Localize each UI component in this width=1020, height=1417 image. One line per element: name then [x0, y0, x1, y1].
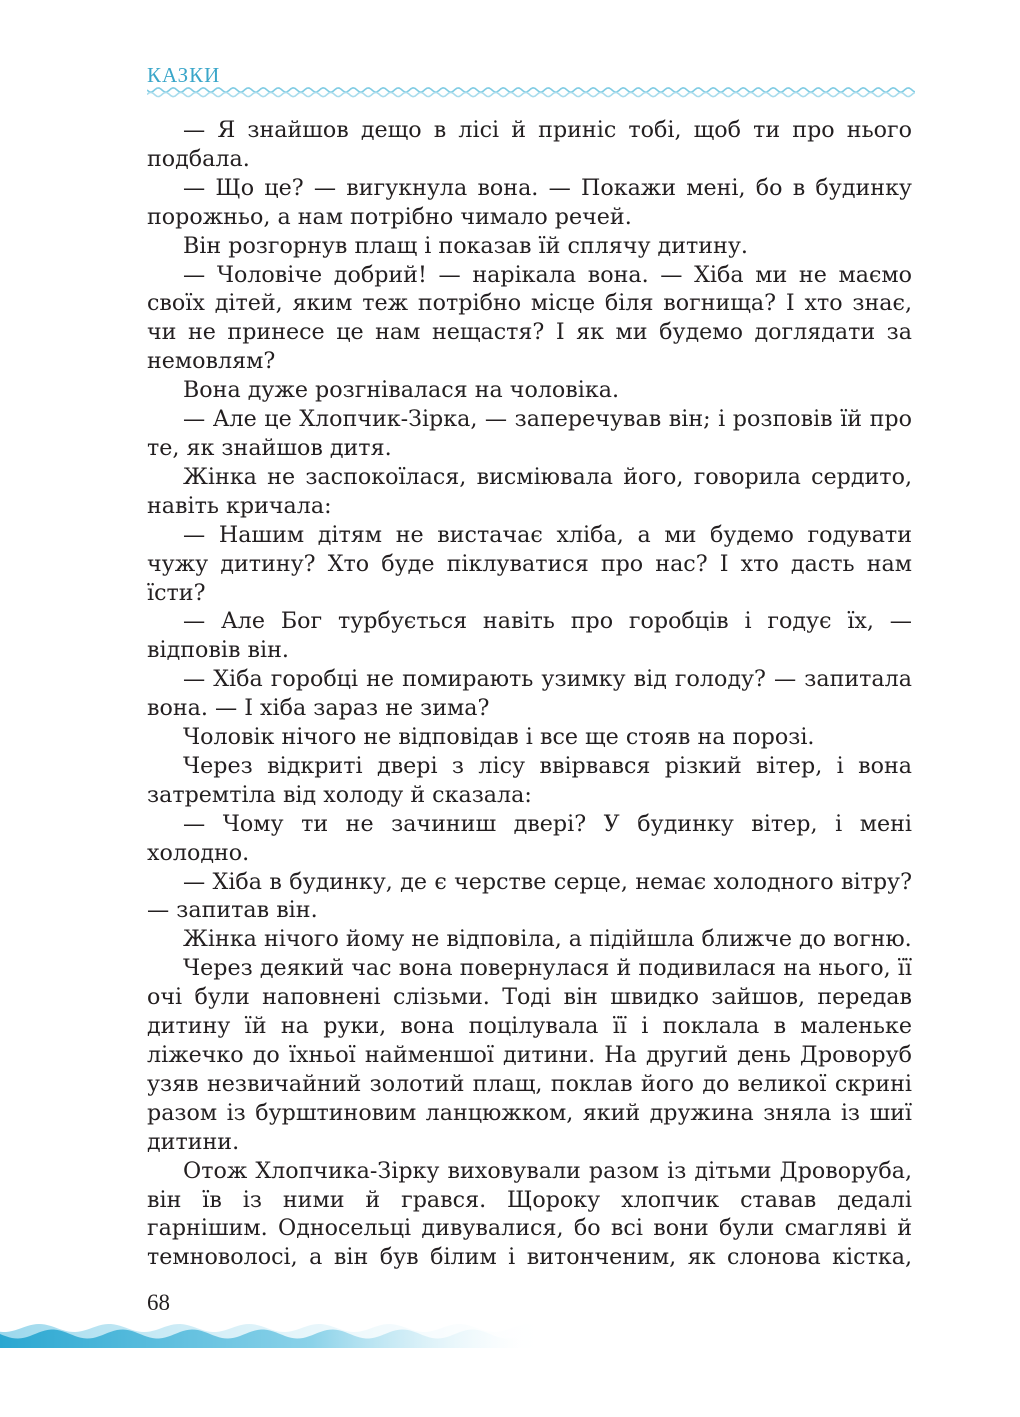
paragraph: Через відкриті двері з лісу ввірвався різкий вітер, і вона затремтіла від холоду й сказала: — [147, 752, 912, 808]
paragraph: — Але це Хлопчик-Зірка, — заперечував він; і розповів їй про те, як знайшов дитя. — [147, 406, 912, 461]
paragraph: — Що це? — вигукнула вона. — Покажи мені, бо в будинку порожньо, а нам потрібно чимало речей. — [147, 174, 912, 230]
paragraph: Жінка не заспокоїлася, висміювала його, говорила сердито, навіть кричала: — [147, 463, 912, 519]
paragraph: — Нашим дітям не вистачає хліба, а ми будемо годувати чужу дитину? Хто буде піклуватися про нас? І хто дасть нам їсти? — [147, 521, 912, 606]
paragraph: Отож Хлопчика-Зірку виховували разом із дітьми Дроворуба, він їв із ними й грався. Щороку хлопчик ставав дедалі гарнішим. Односельці дивувалися, бо всі вони були смагляві й темноволосі, а він був білим і витонченим, як слонова кістка, — [147, 1157, 912, 1271]
footer-wave-decoration — [0, 1318, 540, 1348]
story-text — [147, 116, 912, 1272]
paragraph: — Чоловіче добрий! — нарікала вона. — Хіба ми не маємо своїх дітей, яким теж потрібно місце біля вогнища? І хто знає, чи не принесе це нам нещастя? І як ми будемо доглядати за немовлям? — [147, 261, 912, 375]
paragraph: — Хіба в будинку, де є черстве серце, немає холодного вітру? — запитав він. — [147, 868, 912, 924]
paragraph: Через деякий час вона повернулася й подивилася на нього, її очі були наповнені слізьми. Тоді він швидко зайшов, передав дитину їй на руки, вона поцілувала її і поклала в маленьке ліжечко до їхньої найменшої дитини. На другий день Дроворуб узяв незвичайний золотий плащ, поклав його до великої скрині разом із бурштиновим ланцюжком, який дружина зняла із шиї дитини. — [147, 955, 912, 1155]
page-number: 68 — [147, 1290, 170, 1315]
paragraph: — Хіба горобці не помирають узимку від голоду? — запитала вона. — І хіба зараз не зима? — [147, 666, 912, 722]
paragraph: — Чому ти не зачиниш двері? У будинку вітер, і мені холодно. — [147, 810, 912, 866]
paragraph: — Я знайшов дещо в лісі й приніс тобі, щоб ти про нього подбала. — [147, 117, 912, 172]
paragraph: Чоловік нічого не відповідав і все ще стояв на порозі. — [183, 724, 815, 751]
paragraph: — Але Бог турбується навіть про горобців і годує їх, — відповів він. — [147, 608, 912, 664]
paragraph: Він розгорнув плащ і показав їй сплячу дитину. — [183, 232, 748, 259]
paragraph: Жінка нічого йому не відповіла, а підійшла ближче до вогню. — [183, 926, 912, 953]
section-title: КАЗКИ — [147, 63, 221, 87]
paragraph: Вона дуже розгнівалася на чоловіка. — [183, 377, 620, 404]
header-wave-divider — [147, 86, 915, 98]
